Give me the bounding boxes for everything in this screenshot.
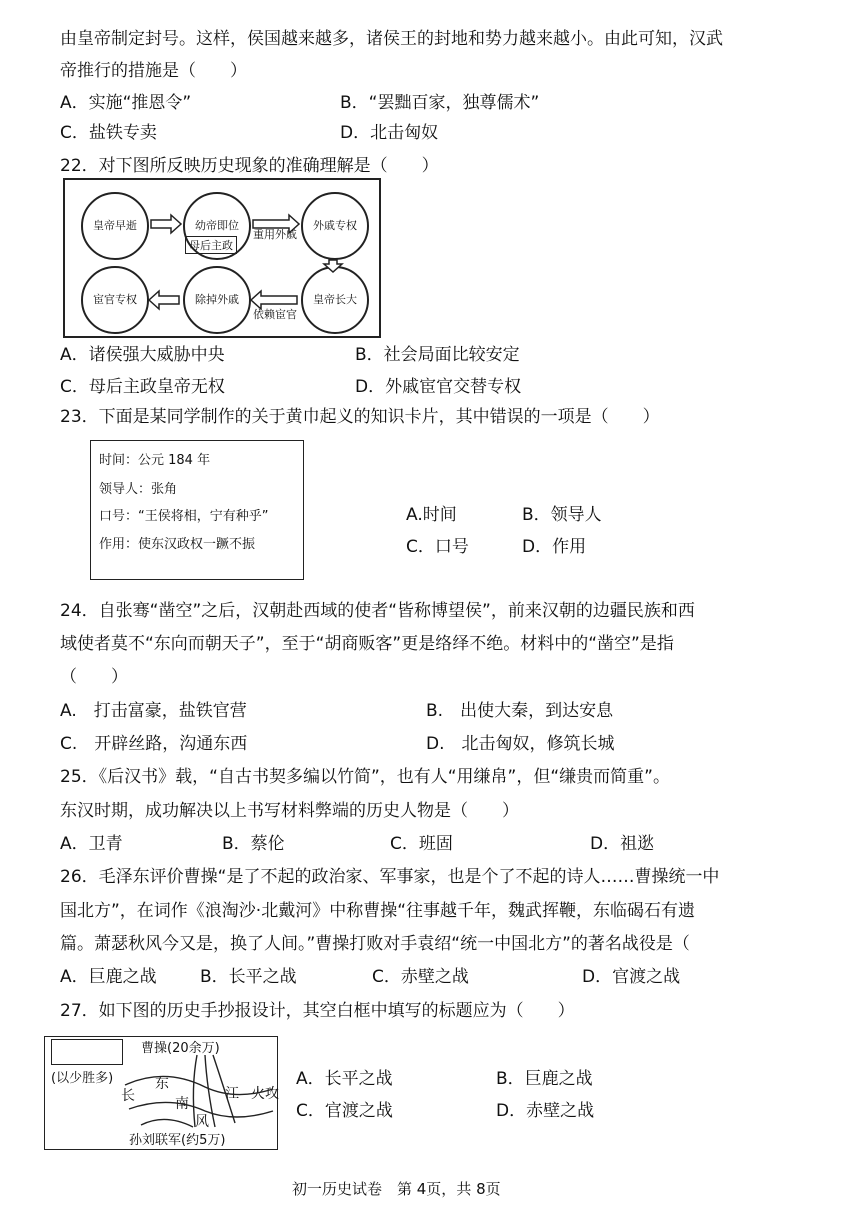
q26-stem-line1: 26．毛泽东评价曹操“是了不起的政治家、军事家，也是个了不起的诗人……曹操统一中 bbox=[60, 867, 720, 887]
q21-stem-line1: 由皇帝制定封号。这样，侯国越来越多，诸侯王的封地和势力越来越小。由此可知，汉武 bbox=[60, 29, 723, 49]
q25-option-a: A．卫青 bbox=[60, 834, 123, 854]
q24-stem-line2: 域使者莫不“东向而朝天子”，至于“胡商贩客”更是络绎不绝。材料中的“凿空”是指 bbox=[60, 634, 674, 654]
q27-option-b: B．巨鹿之战 bbox=[496, 1069, 593, 1089]
q23-option-d: D．作用 bbox=[522, 537, 587, 557]
q25-option-c: C．班固 bbox=[390, 834, 453, 854]
q23-option-c: C．口号 bbox=[406, 537, 469, 557]
node-young-emperor: 幼帝即位 bbox=[183, 192, 251, 260]
q24-option-c: C. 开辟丝路，沟通东西 bbox=[60, 734, 248, 754]
q23-option-a: A.时间 bbox=[406, 505, 457, 525]
q22-option-b: B．社会局面比较安定 bbox=[355, 345, 520, 365]
q24-stem-line1: 24．自张骞“凿空”之后，汉朝赴西域的使者“皆称博望侯”，前来汉朝的边疆民族和西 bbox=[60, 601, 695, 621]
node-emperor-grows: 皇帝长大 bbox=[301, 266, 369, 334]
q21-option-d: D．北击匈奴 bbox=[340, 123, 439, 143]
q21-option-b: B．“罢黜百家，独尊儒术” bbox=[340, 93, 540, 113]
label-cao-army: 曹操(20余万) bbox=[141, 1041, 220, 1056]
q25-stem-line1: 25．《后汉书》载，“自古书契多编以竹简”，也有人“用缣帛”，但“缣贵而简重”。 bbox=[60, 767, 670, 787]
q26-option-d: D．官渡之战 bbox=[582, 967, 681, 987]
q21-option-a: A．实施“推恩令” bbox=[60, 93, 192, 113]
q27-map-lines bbox=[45, 1037, 277, 1149]
card-effect: 作用：使东汉政权一蹶不振 bbox=[99, 537, 256, 552]
q22-option-a: A．诸侯强大威胁中央 bbox=[60, 345, 225, 365]
q26-option-b: B．长平之战 bbox=[200, 967, 297, 987]
q25-option-d: D．祖逖 bbox=[590, 834, 655, 854]
node-wai-qi: 外戚专权 bbox=[301, 192, 369, 260]
q22-arrows bbox=[65, 180, 379, 336]
q24-option-d: D. 北击匈奴，修筑长城 bbox=[426, 734, 615, 754]
q23-knowledge-card bbox=[90, 440, 304, 580]
arrow-right-2 bbox=[253, 215, 299, 233]
node-huanguan: 宦官专权 bbox=[81, 266, 149, 334]
node-remove-waiqi: 除掉外戚 bbox=[183, 266, 251, 334]
q24-stem-line3: （ ） bbox=[60, 667, 128, 687]
q26-option-c: C．赤壁之战 bbox=[372, 967, 469, 987]
label-feng: 风 bbox=[195, 1114, 209, 1130]
q27-newspaper-design bbox=[44, 1036, 278, 1150]
q27-option-a: A．长平之战 bbox=[296, 1069, 393, 1089]
q27-option-c: C．官渡之战 bbox=[296, 1101, 393, 1121]
label-few-beat-many: (以少胜多) bbox=[51, 1071, 114, 1086]
label-rely-waiqi: 重用外戚 bbox=[253, 228, 297, 241]
label-chang: 长 bbox=[121, 1088, 135, 1104]
river-line-upper bbox=[125, 1076, 273, 1094]
arrow-cao-3 bbox=[213, 1055, 235, 1123]
label-jiang: 江 bbox=[225, 1086, 239, 1102]
arrow-right-1 bbox=[151, 215, 181, 233]
arrow-left-1 bbox=[251, 291, 297, 309]
label-empress-dowager: 母后主政 bbox=[185, 236, 237, 254]
q21-option-c: C．盐铁专卖 bbox=[60, 123, 157, 143]
river-line-lower bbox=[129, 1102, 273, 1117]
q22-option-c: C．母后主政皇帝无权 bbox=[60, 377, 225, 397]
label-dong: 东 bbox=[155, 1076, 169, 1092]
q26-option-a: A．巨鹿之战 bbox=[60, 967, 157, 987]
label-huogong: 火攻 bbox=[251, 1086, 279, 1102]
q27-stem: 27．如下图的历史手抄报设计，其空白框中填写的标题应为（ ） bbox=[60, 1001, 575, 1021]
card-time: 时间：公元 184 年 bbox=[99, 453, 211, 468]
label-sun-liu-army: 孙刘联军(约5万) bbox=[129, 1133, 226, 1148]
q23-option-b: B．领导人 bbox=[522, 505, 602, 525]
q21-stem-line2: 帝推行的措施是（ ） bbox=[60, 61, 247, 81]
node-emperor-dies: 皇帝早逝 bbox=[81, 192, 149, 260]
q23-stem: 23．下面是某同学制作的关于黄巾起义的知识卡片，其中错误的一项是（ ） bbox=[60, 407, 660, 427]
wind-curve bbox=[141, 1119, 193, 1127]
card-leader: 领导人：张角 bbox=[99, 482, 178, 497]
label-rely-huanguan: 依赖宦官 bbox=[253, 308, 297, 321]
q24-option-b: B. 出使大秦，到达安息 bbox=[426, 701, 614, 721]
q22-option-d: D．外戚宦官交替专权 bbox=[355, 377, 522, 397]
card-slogan: 口号：“王侯将相，宁有种乎” bbox=[99, 509, 269, 524]
q26-stem-line3: 篇。萧瑟秋风今又是，换了人间。”曹操打败对手袁绍“统一中国北方”的著名战役是（ bbox=[60, 934, 690, 954]
q22-stem: 22．对下图所反映历史现象的准确理解是（ ） bbox=[60, 156, 439, 176]
q25-option-b: B．蔡伦 bbox=[222, 834, 285, 854]
arrow-down bbox=[324, 260, 342, 272]
q27-option-d: D．赤壁之战 bbox=[496, 1101, 595, 1121]
q26-stem-line2: 国北方”，在词作《浪淘沙·北戴河》中称曹操“往事越千年，魏武挥鞭，东临碣石有遗 bbox=[60, 901, 696, 921]
page-footer: 初一历史试卷 第 4页，共 8页 bbox=[292, 1180, 501, 1198]
q22-flow-diagram bbox=[63, 178, 381, 338]
label-nan: 南 bbox=[175, 1096, 189, 1112]
q24-option-a: A. 打击富豪，盐铁官营 bbox=[60, 701, 247, 721]
q25-stem-line2: 东汉时期，成功解决以上书写材料弊端的历史人物是（ ） bbox=[60, 801, 519, 821]
arrow-cao-1 bbox=[193, 1055, 197, 1127]
arrow-left-2 bbox=[149, 291, 179, 309]
